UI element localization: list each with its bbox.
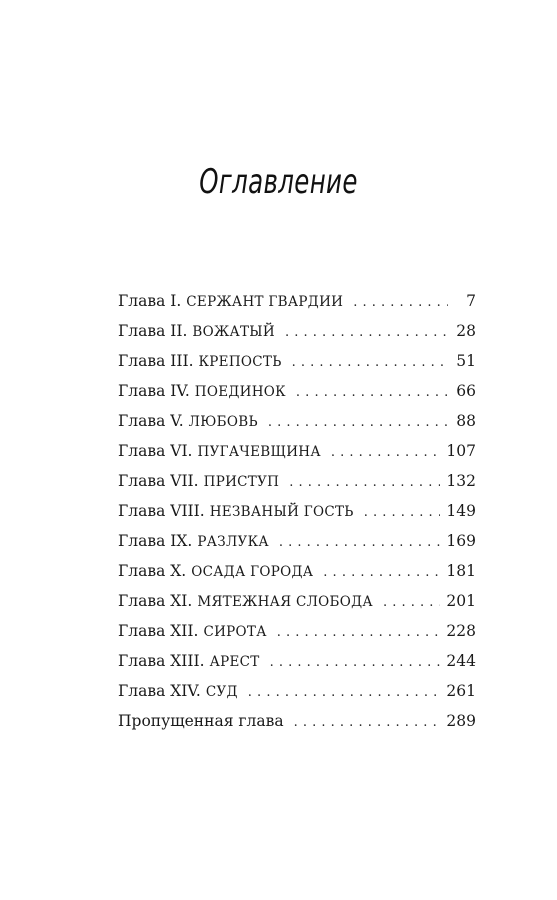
page-number: 107 [446, 442, 476, 460]
toc-entry[interactable] [118, 406, 476, 436]
toc-entry[interactable] [118, 706, 476, 736]
page-number: 28 [456, 322, 476, 340]
toc-entry[interactable] [118, 616, 476, 646]
chapter-number: Глава IX. [118, 532, 193, 550]
dot-leader [292, 348, 448, 378]
page-number: 169 [446, 532, 476, 550]
page-number: 149 [446, 502, 476, 520]
toc-entry[interactable] [118, 316, 476, 346]
toc-entry[interactable] [118, 646, 476, 676]
page-number: 88 [456, 412, 476, 430]
page-number: 181 [446, 562, 476, 580]
page-number: 201 [446, 592, 476, 610]
page-number: 244 [446, 652, 476, 670]
dot-leader [383, 588, 440, 618]
dot-leader [353, 288, 448, 318]
toc-entry[interactable] [118, 586, 476, 616]
chapter-number: Глава VIII. [118, 502, 205, 520]
chapter-title: КРЕПОСТЬ [198, 354, 282, 370]
page-number: 228 [446, 622, 476, 640]
chapter-title: ЛЮБОВЬ [188, 414, 258, 430]
chapter-title: СУД [205, 684, 238, 700]
chapter-number: Глава IV. [118, 382, 190, 400]
dot-leader [294, 708, 441, 738]
dot-leader [323, 558, 440, 588]
chapter-title: СЕРЖАНТ ГВАРДИИ [186, 294, 344, 310]
dot-leader [289, 468, 440, 498]
dot-leader [279, 528, 441, 558]
dot-leader [270, 648, 441, 678]
chapter-number: Глава I. [118, 292, 182, 310]
chapter-number: Глава XI. [118, 592, 193, 610]
chapter-title: ПОЕДИНОК [194, 384, 286, 400]
toc-entry[interactable] [118, 676, 476, 706]
page-number: 66 [456, 382, 476, 400]
chapter-number: Глава XIII. [118, 652, 205, 670]
toc-entry[interactable] [118, 376, 476, 406]
chapter-number: Глава VII. [118, 472, 199, 490]
page-number: 7 [466, 292, 476, 310]
toc-entry[interactable] [118, 526, 476, 556]
toc-entry[interactable] [118, 286, 476, 316]
chapter-title: ОСАДА ГОРОДА [191, 564, 314, 580]
chapter-title: СИРОТА [203, 624, 267, 640]
dot-leader [364, 498, 441, 528]
dot-leader [296, 378, 448, 408]
toc-entry[interactable] [118, 436, 476, 466]
chapter-number: Глава V. [118, 412, 184, 430]
chapter-number: Глава II. [118, 322, 188, 340]
chapter-title: Пропущенная глава [118, 712, 284, 730]
dot-leader [285, 318, 448, 348]
toc-entry[interactable] [118, 496, 476, 526]
table-of-contents [118, 286, 476, 736]
chapter-title: МЯТЕЖНАЯ СЛОБОДА [197, 594, 373, 610]
page-number: 132 [446, 472, 476, 490]
page-title: Оглавление [199, 162, 358, 202]
chapter-number: Глава VI. [118, 442, 193, 460]
chapter-title: ПРИСТУП [203, 474, 280, 490]
chapter-title: ВОЖАТЫЙ [192, 324, 275, 340]
chapter-title: АРЕСТ [209, 654, 260, 670]
chapter-title: РАЗЛУКА [197, 534, 269, 550]
dot-leader [277, 618, 441, 648]
dot-leader [248, 678, 441, 708]
toc-entry[interactable] [118, 346, 476, 376]
chapter-title: НЕЗВАНЫЙ ГОСТЬ [209, 504, 354, 520]
chapter-number: Глава XII. [118, 622, 199, 640]
page-number: 289 [446, 712, 476, 730]
toc-entry[interactable] [118, 556, 476, 586]
page-number: 51 [456, 352, 476, 370]
dot-leader [331, 438, 441, 468]
page-number: 261 [446, 682, 476, 700]
dot-leader [268, 408, 448, 438]
chapter-number: Глава XIV. [118, 682, 201, 700]
chapter-title: ПУГАЧЕВЩИНА [197, 444, 321, 460]
chapter-number: Глава III. [118, 352, 194, 370]
toc-entry[interactable] [118, 466, 476, 496]
chapter-number: Глава X. [118, 562, 187, 580]
